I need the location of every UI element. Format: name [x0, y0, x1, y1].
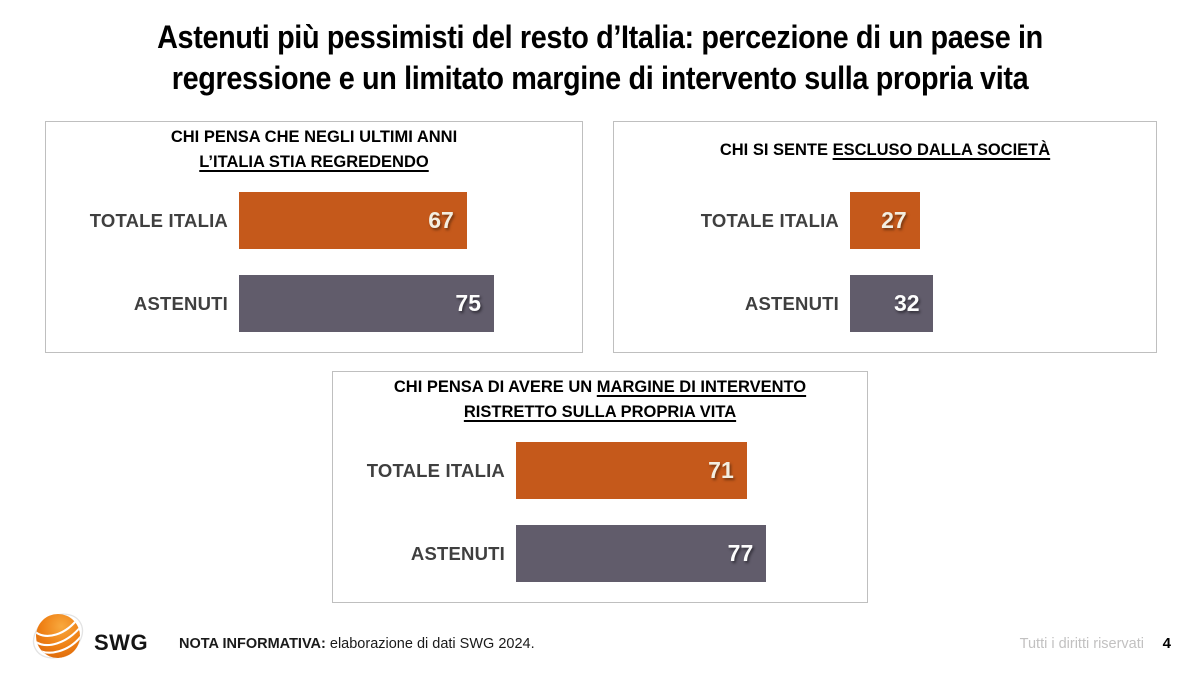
- chart-title-line: [464, 400, 736, 425]
- bar-totale-italia: [239, 192, 467, 249]
- category-label: ASTENUTI: [744, 292, 839, 314]
- slide-title-line-2: regressione e un limitato margine di intervento sulla propria vita: [171, 59, 1029, 96]
- swg-logo-text: SWG: [94, 630, 149, 655]
- chart-title-segment-underlined: L’ITALIA STIA REGREDENDO: [199, 153, 429, 171]
- category-label: ASTENUTI: [133, 292, 228, 314]
- bar-astenuti: [516, 525, 766, 582]
- bar-row-totale-italia: [614, 192, 1156, 249]
- category-label: TOTALE ITALIA: [700, 209, 839, 231]
- bar-track: [850, 275, 1108, 332]
- chart-title-segment-underlined: MARGINE DI INTERVENTO: [596, 378, 807, 397]
- bar-value-label: 67: [428, 207, 454, 233]
- bar-track: [850, 192, 1108, 249]
- category-label: TOTALE ITALIA: [89, 209, 228, 231]
- chart-panel-escluso: [613, 121, 1157, 353]
- bar-row-astenuti: [333, 525, 867, 582]
- bar-row-astenuti: [46, 275, 582, 332]
- chart-title-segment: CHI SI SENTE: [719, 140, 833, 159]
- slide-title: [0, 17, 1200, 99]
- bar-chart: [46, 192, 582, 332]
- bar-value-label: 71: [708, 457, 734, 483]
- chart-title-line: [394, 375, 806, 400]
- bar-totale-italia: [516, 442, 747, 499]
- bar-chart: [614, 192, 1156, 332]
- bar-track: [516, 442, 841, 499]
- bar-track: [239, 192, 579, 249]
- chart-title-line: [171, 125, 457, 150]
- footer: [0, 605, 1200, 675]
- swg-logo-icon: [32, 611, 86, 666]
- chart-title-margine: [333, 376, 867, 424]
- bar-row-totale-italia: [333, 442, 867, 499]
- chart-panel-margine: [332, 371, 868, 603]
- chart-title-regredendo: [46, 126, 582, 174]
- page-number: 4: [1162, 635, 1171, 652]
- bar-track: [516, 525, 841, 582]
- bar-row-totale-italia: [46, 192, 582, 249]
- chart-title-line: [720, 138, 1050, 163]
- category-label: TOTALE ITALIA: [366, 459, 505, 481]
- bar-astenuti: [239, 275, 494, 332]
- bar-value-label: 77: [727, 540, 754, 566]
- bar-row-astenuti: [614, 275, 1156, 332]
- category-label: ASTENUTI: [410, 542, 505, 564]
- bar-value-label: 27: [881, 207, 907, 233]
- chart-title-segment-underlined: ESCLUSO DALLA SOCIETÀ: [832, 140, 1051, 159]
- slide-title-line-1: Astenuti più pessimisti del resto d’Italia: percezione di un paese in: [157, 19, 1043, 55]
- bar-chart: [333, 442, 867, 582]
- chart-title-segment: CHI PENSA CHE NEGLI ULTIMI ANNI: [170, 128, 458, 147]
- bar-totale-italia: [850, 192, 920, 249]
- bar-astenuti: [850, 275, 933, 332]
- rights-reserved-text: Tutti i diritti riservati: [1019, 636, 1144, 652]
- chart-title-escluso: [614, 126, 1156, 174]
- note-text: elaborazione di dati SWG 2024.: [325, 636, 535, 652]
- informative-note: [179, 636, 535, 652]
- chart-title-segment-underlined: RISTRETTO SULLA PROPRIA VITA: [463, 403, 737, 421]
- bar-value-label: 32: [893, 290, 920, 316]
- chart-title-line: [199, 150, 428, 175]
- bar-track: [239, 275, 579, 332]
- note-label: NOTA INFORMATIVA:: [179, 636, 326, 652]
- bar-value-label: 75: [455, 290, 481, 316]
- chart-panel-regredendo: [45, 121, 583, 353]
- chart-title-segment: CHI PENSA DI AVERE UN: [393, 378, 597, 397]
